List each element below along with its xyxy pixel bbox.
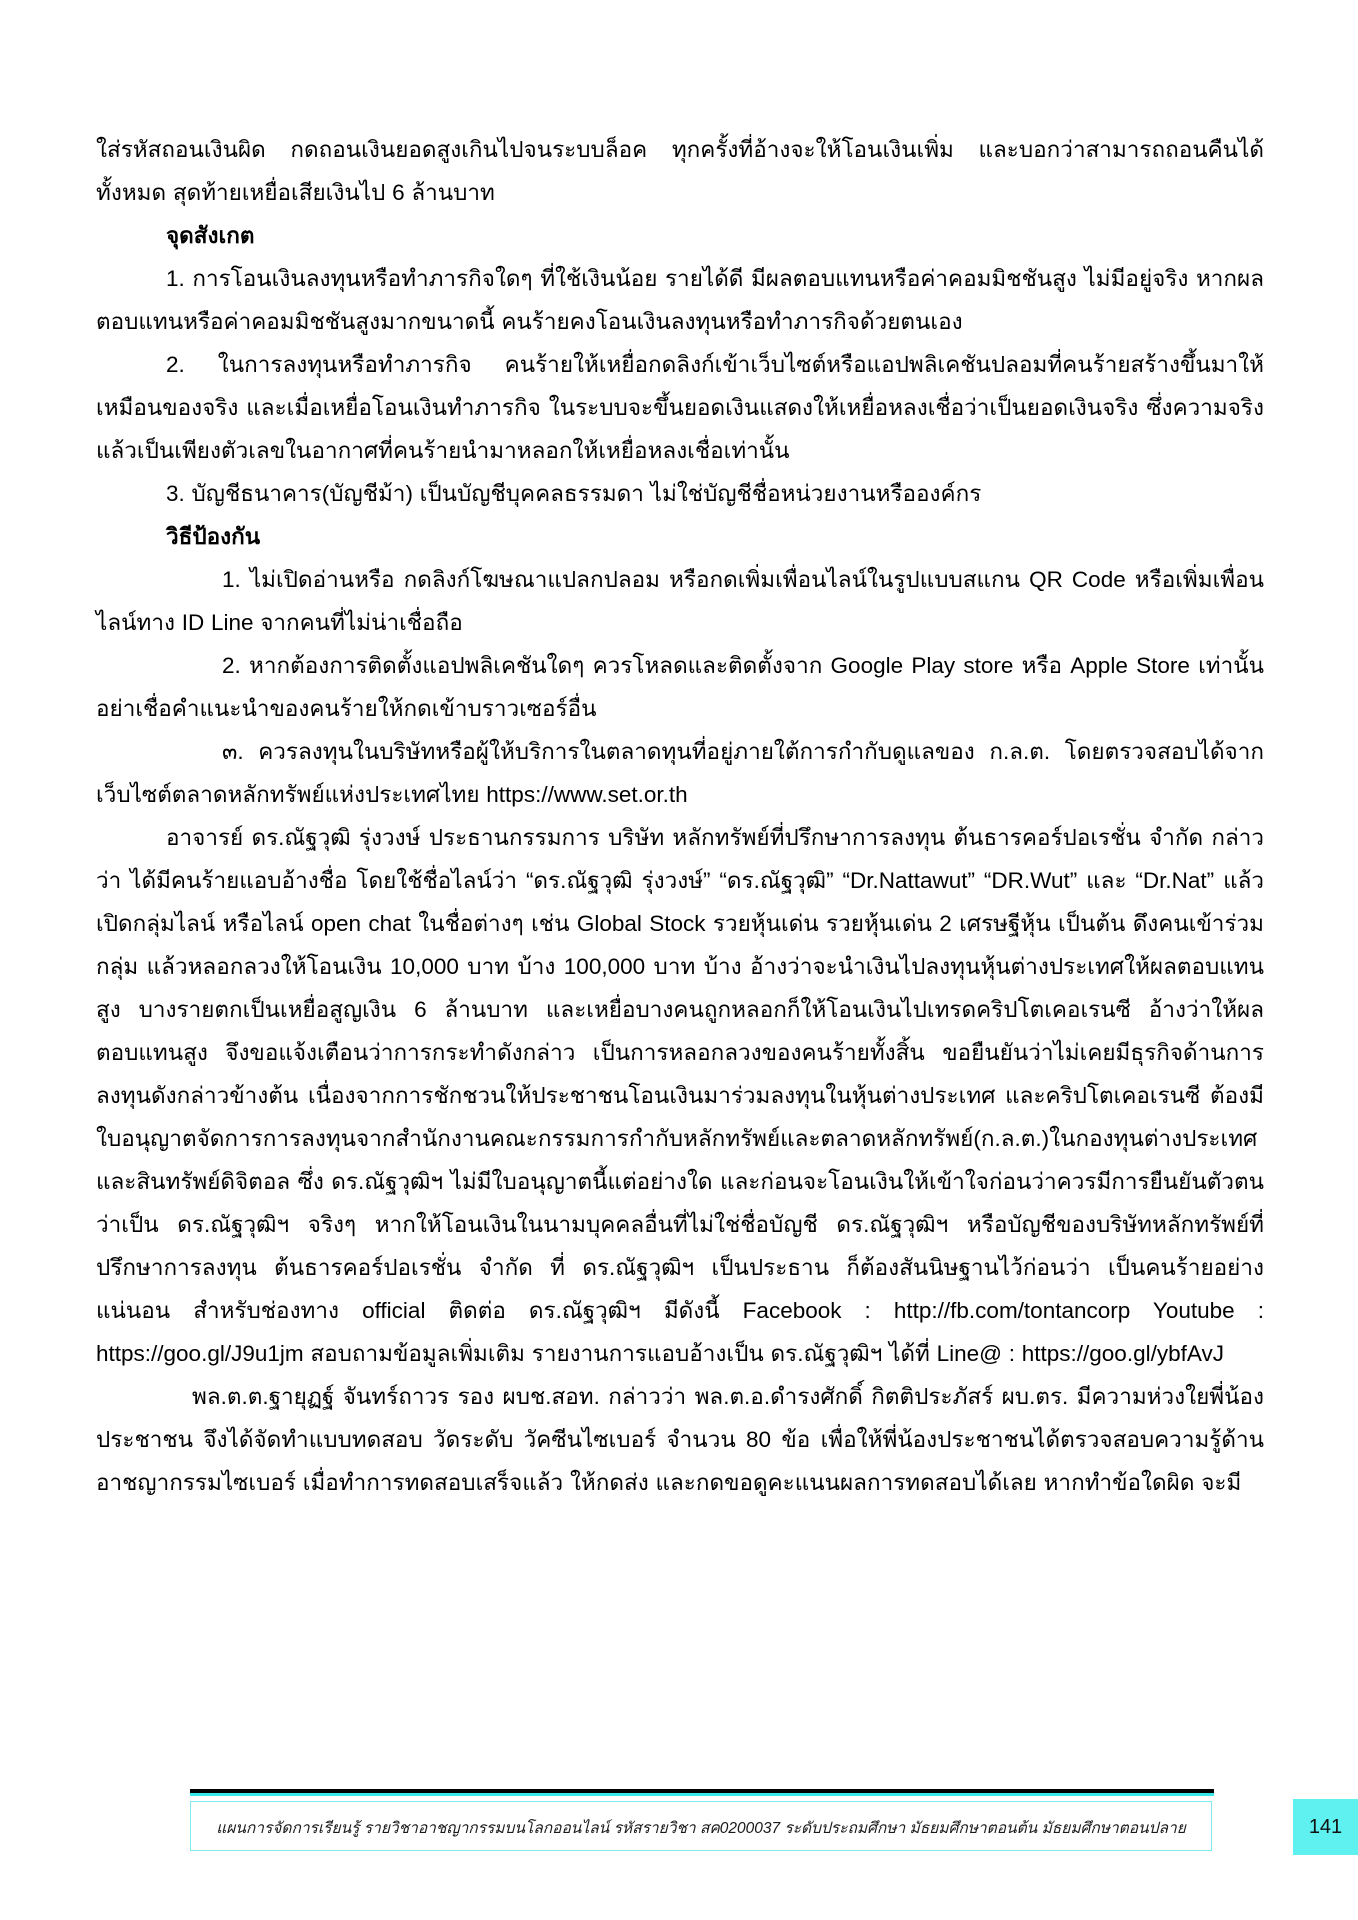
paragraph-expert-statement: อาจารย์ ดร.ณัฐวุฒิ รุ่งวงษ์ ประธานกรรมการ บริษัท หลักทรัพย์ที่ปรึกษาการลงทุน ต้นธารคอร์ปอเรชั่น จำกัด กล่าวว่า ได้มีคนร้ายแอบอ้างชื่อ โดยใช้ชื่อไลน์ว่า “ดร.ณัฐวุฒิ รุ่งวงษ์” “ดร.ณัฐวุฒิ” “Dr.Nattawut” “DR.Wut” และ “Dr.Nat” แล้วเปิดกลุ่มไลน์ หรือไลน์ open chat ในชื่อต่างๆ เช่น Global Stock รวยหุ้นเด่น รวยหุ้นเด่น 2 เศรษฐีหุ้น เป็นต้น ดึงคนเข้าร่วมกลุ่ม แล้วหลอกลวงให้โอนเงิน 10,000 บาท บ้าง 100,000 บาท บ้าง อ้างว่าจะนำเงินไปลงทุนหุ้นต่างประเทศให้ผลตอบแทนสูง บางรายตกเป็นเหยื่อสูญเงิน 6 ล้านบาท และเหยื่อบางคนถูกหลอกก็ให้โอนเงินไปเทรดคริปโตเคอเรนซี อ้างว่าให้ผลตอบแทนสูง จึงขอแจ้งเตือนว่าการกระทำดังกล่าว เป็นการหลอกลวงของคนร้ายทั้งสิ้น ขอยืนยันว่าไม่เคยมีธุรกิจด้านการลงทุนดังกล่าวข้างต้น เนื่องจากการชักชวนให้ประชาชนโอนเงินมาร่วมลงทุนในหุ้นต่างประเทศ และคริปโตเคอเรนซี ต้องมีใบอนุญาตจัดการการลงทุนจากสำนักงานคณะกรรมการกำกับหลักทรัพย์และตลาดหลักทรัพย์(ก.ล.ต.)ในกองทุนต่างประเทศ และสินทรัพย์ดิจิตอล ซึ่ง ดร.ณัฐวุฒิฯ ไม่มีใบอนุญาตนี้แต่อย่างใด และก่อนจะโอนเงินให้เข้าใจก่อนว่าควรมีการยืนยันตัวตนว่าเป็น ดร.ณัฐวุฒิฯ จริงๆ หากให้โอนเงินในนามบุคคลอื่นที่ไม่ใช่ชื่อบัญชี ดร.ณัฐวุฒิฯ หรือบัญชีของบริษัทหลักทรัพย์ที่ปรึกษาการลงทุน ต้นธารคอร์ปอเรชั่น จำกัด ที่ ดร.ณัฐวุฒิฯ เป็นประธาน ก็ต้องสันนิษฐานไว้ก่อนว่า เป็นคนร้ายอย่างแน่นอน สำหรับช่องทาง official ติดต่อ ดร.ณัฐวุฒิฯ มีดังนี้ Facebook : http://fb.com/tontancorp Youtube : https://goo.gl/J9u1jm สอบถามข้อมูลเพิ่มเติม รายงานการแอบอ้างเป็น ดร.ณัฐวุฒิฯ ได้ที่ Line@ : https://goo.gl/ybfAvJ (96, 825, 1264, 1366)
heading-observations: จุดสังเกต (166, 223, 255, 248)
prevention-item-3: ๓. ควรลงทุนในบริษัทหรือผู้ให้บริการในตลาดทุนที่อยู่ภายใต้การกำกับดูแลของ ก.ล.ต. โดยตรวจสอบได้จากเว็บไซต์ตลาดหลักทรัพย์แห่งประเทศไทย https://www.set.or.th (96, 739, 1264, 807)
footer-divider-accent (190, 1793, 1214, 1796)
paragraph-intro: ใส่รหัสถอนเงินผิด กดถอนเงินยอดสูงเกินไปจนระบบล็อค ทุกครั้งที่อ้างจะให้โอนเงินเพิ่ม และบอกว่าสามารถถอนคืนได้ทั้งหมด สุดท้ายเหยื่อเสียเงินไป 6 ล้านบาท (96, 137, 1264, 205)
heading-prevention: วิธีป้องกัน (166, 524, 261, 549)
page-content (96, 128, 1264, 1504)
footer-note: แผนการจัดการเรียนรู้ รายวิชาอาชญากรรมบนโลกออนไลน์ รหัสรายวิชา สค0200037 ระดับประถมศึกษา มัธยมศึกษาตอนต้น มัธยมศึกษาตอนปลาย (216, 1820, 1186, 1837)
prevention-item-2: 2. หากต้องการติดตั้งแอปพลิเคชันใดๆ ควรโหลดและติดตั้งจาก Google Play store หรือ Apple Store เท่านั้น อย่าเชื่อคำแนะนำของคนร้ายให้กดเข้าบราวเซอร์อื่น (96, 653, 1264, 721)
footer-textbox (190, 1801, 1212, 1851)
prevention-item-1: 1. ไม่เปิดอ่านหรือ กดลิงก์โฆษณาแปลกปลอม หรือกดเพิ่มเพื่อนไลน์ในรูปแบบสแกน QR Code หรือเพิ่มเพื่อนไลน์ทาง ID Line จากคนที่ไม่น่าเชื่อถือ (96, 567, 1264, 635)
page-footer (0, 1775, 1358, 1885)
observation-item-3: 3. บัญชีธนาคาร(บัญชีม้า) เป็นบัญชีบุคคลธรรมดา ไม่ใช่บัญชีชื่อหน่วยงานหรือองค์กร (166, 481, 982, 506)
page-number-badge: 141 (1293, 1799, 1358, 1855)
observation-item-1: 1. การโอนเงินลงทุนหรือทำภารกิจใดๆ ที่ใช้เงินน้อย รายได้ดี มีผลตอบแทนหรือค่าคอมมิชชันสูง ไม่มีอยู่จริง หากผลตอบแทนหรือค่าคอมมิชชันสูงมากขนาดนี้ คนร้ายคงโอนเงินลงทุนหรือทำภารกิจด้วยตนเอง (96, 266, 1264, 334)
observation-item-2: 2. ในการลงทุนหรือทำภารกิจ คนร้ายให้เหยื่อกดลิงก์เข้าเว็บไซต์หรือแอปพลิเคชันปลอมที่คนร้ายสร้างขึ้นมาให้เหมือนของจริง และเมื่อเหยื่อโอนเงินทำภารกิจ ในระบบจะขึ้นยอดเงินแสดงให้เหยื่อหลงเชื่อว่าเป็นยอดเงินจริง ซึ่งความจริงแล้วเป็นเพียงตัวเลขในอากาศที่คนร้ายนำมาหลอกให้เหยื่อหลงเชื่อเท่านั้น (96, 352, 1264, 463)
paragraph-police-statement: พล.ต.ต.ฐายุฏฐ์ จันทร์ถาวร รอง ผบช.สอท. กล่าวว่า พล.ต.อ.ดำรงศักดิ์ กิตติประภัสร์ ผบ.ตร. มีความห่วงใยพี่น้องประชาชน จึงได้จัดทำแบบทดสอบ วัดระดับ วัคซีนไซเบอร์ จำนวน 80 ข้อ เพื่อให้พี่น้องประชาชนได้ตรวจสอบความรู้ด้านอาชญากรรมไซเบอร์ เมื่อทำการทดสอบเสร็จแล้ว ให้กดส่ง และกดขอดูคะแนนผลการทดสอบได้เลย หากทำข้อใดผิด จะมี (96, 1384, 1264, 1495)
